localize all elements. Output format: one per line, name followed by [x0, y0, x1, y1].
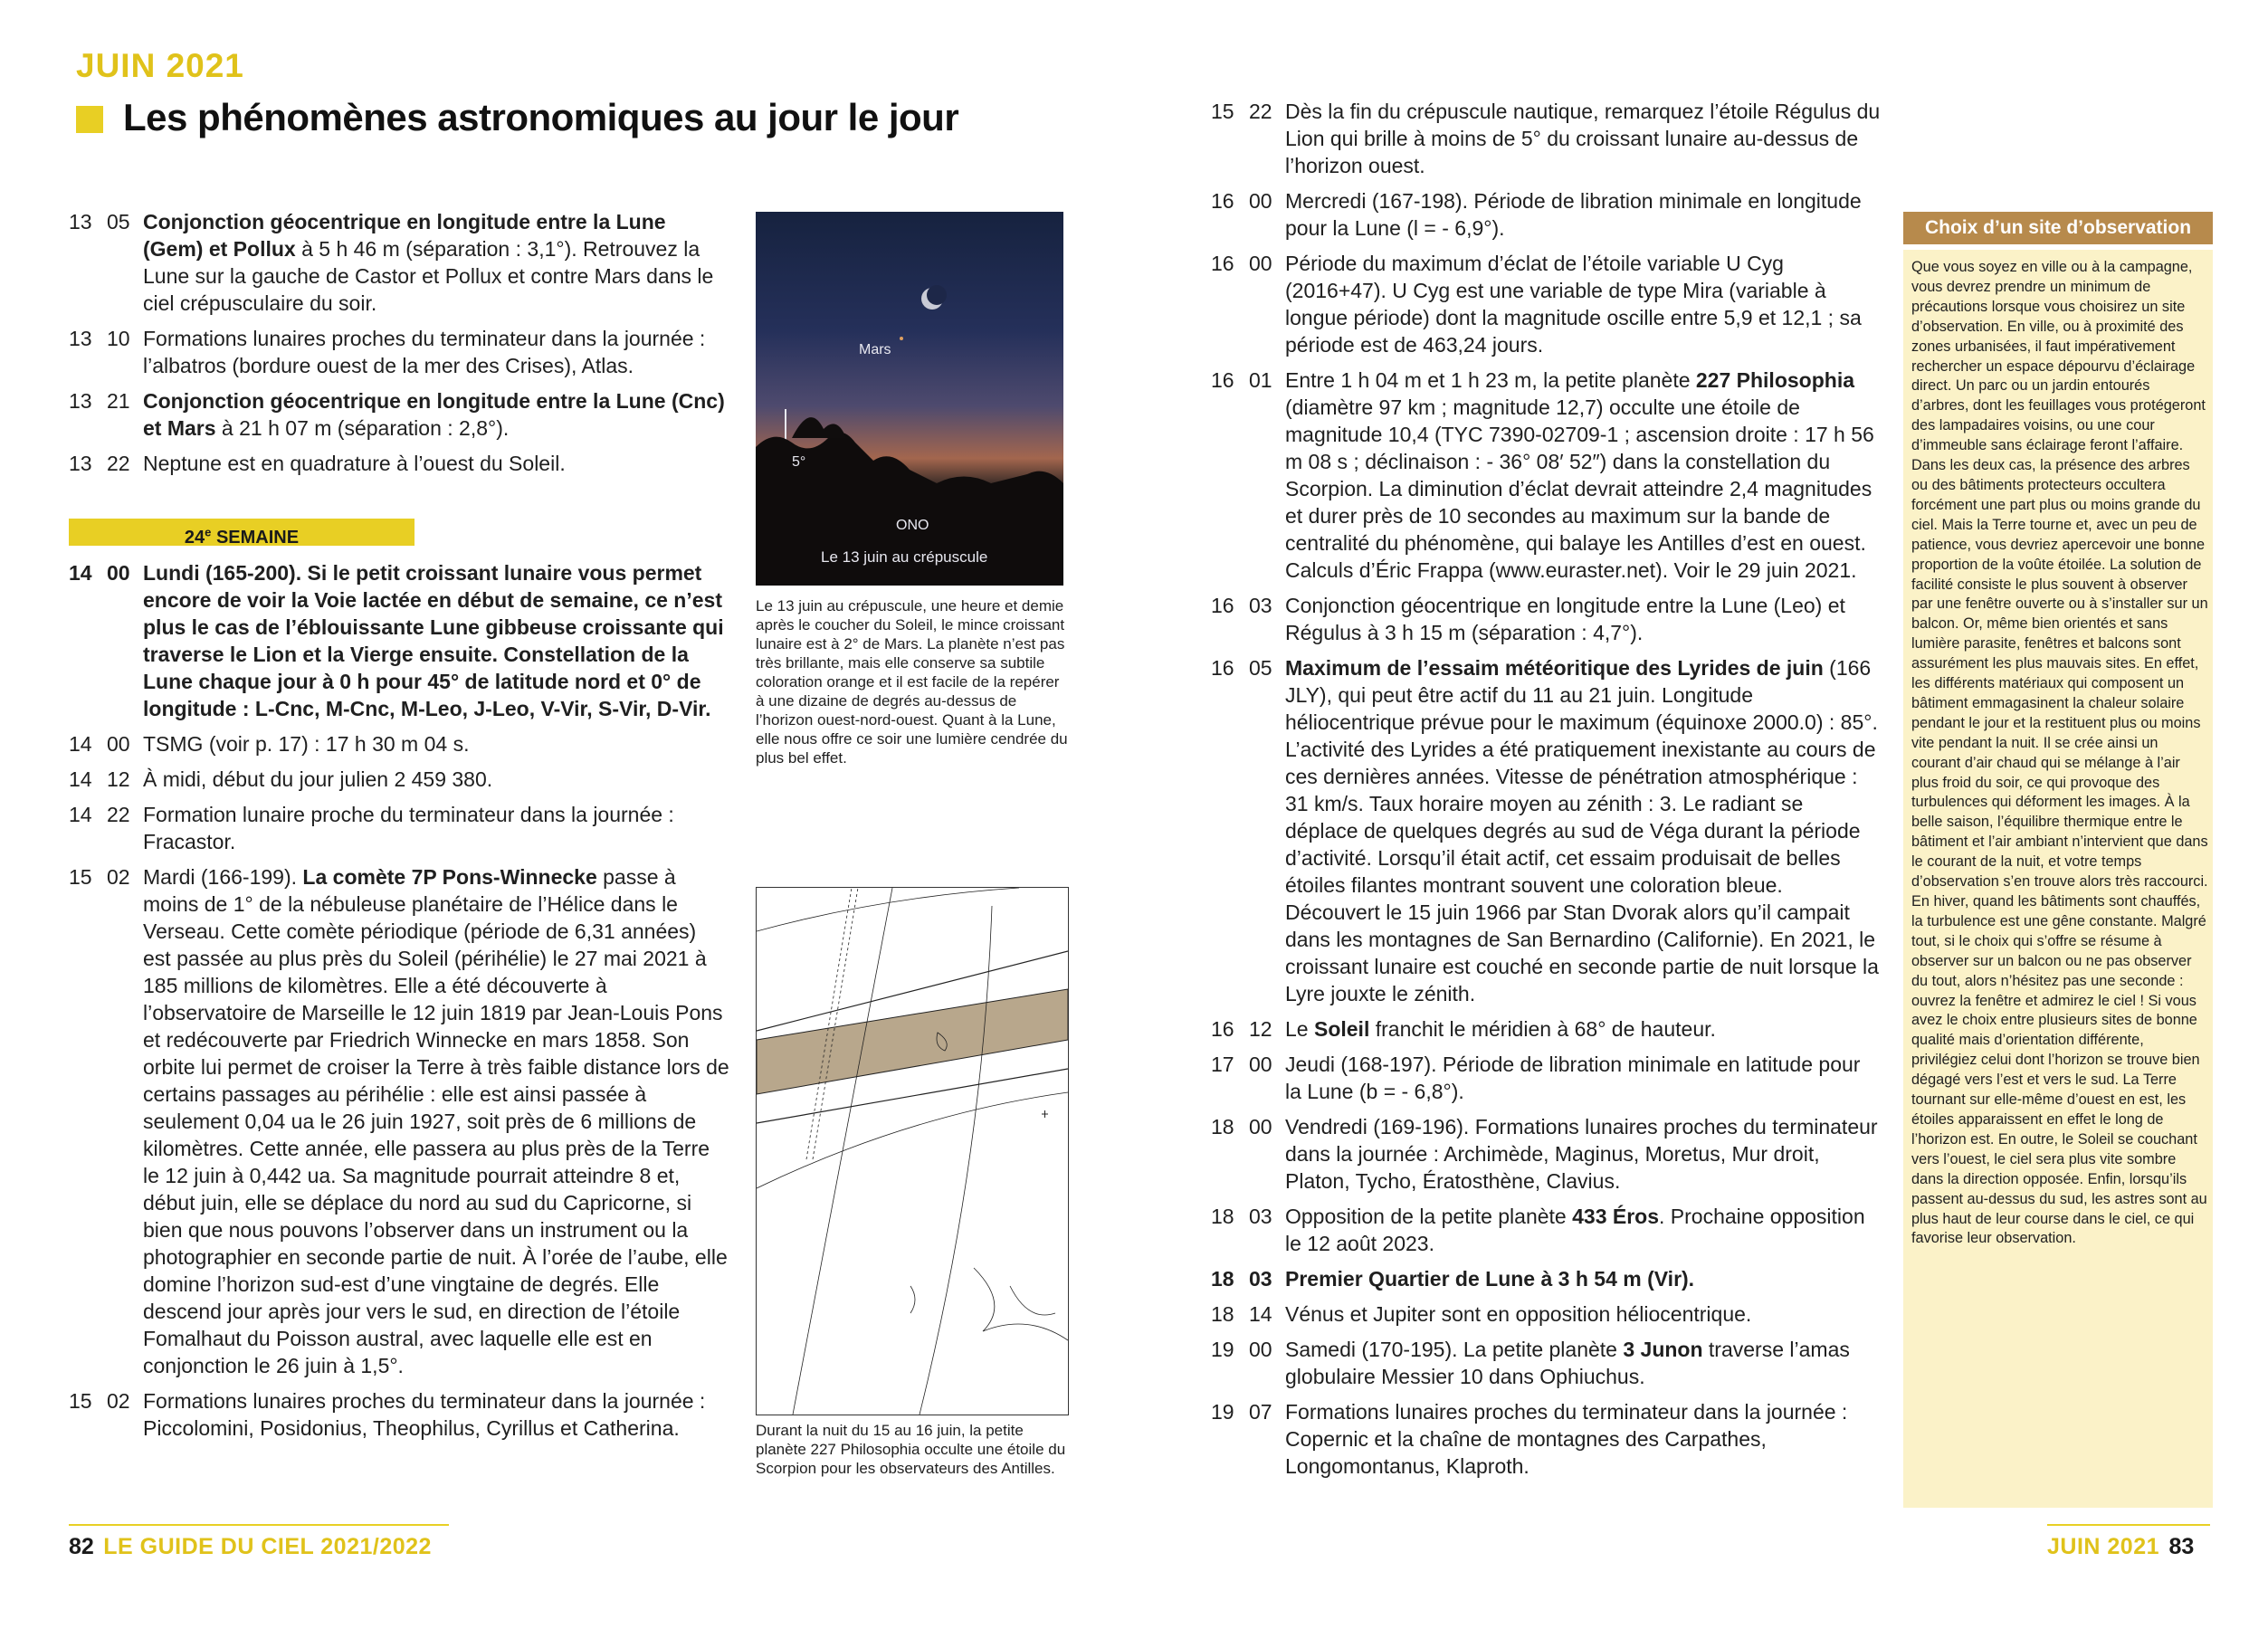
entry-text: Dès la fin du crépuscule nautique, remarquez l’étoile Régulus du Lion qui brille à moins de 5° du croissant lunaire au-dessus de l’horizon ouest.	[1285, 100, 1881, 177]
entry-day: 18	[1211, 1115, 1234, 1138]
ephemeris-entry	[69, 450, 729, 477]
entry-text: Lundi (165-200). Si le petit croissant lunaire vous permet encore de voir la Voie lactée en début de semaine, ce n’est plus le cas de l’éblouissante Lune gibbeuse croissante qui traverse le Lion et la Vierge ensuite. Constellation de la Lune chaque jour à 0 h pour 45° de latitude nord et 0° de longitude : L-Cnc, M-Cnc, M-Leo, J-Leo, V-Vir, S-Vir, D-Vir.	[143, 561, 724, 720]
ephemeris-entry	[1211, 1203, 1881, 1257]
map-drawing	[757, 888, 1068, 1415]
ephemeris-entry	[69, 559, 729, 722]
entry-hour: 07	[1249, 1400, 1272, 1424]
ephemeris-entry	[1211, 1265, 1881, 1292]
entry-day: 13	[69, 210, 92, 233]
entry-text: Opposition de la petite planète 433 Éros. Prochaine opposition le 12 août 2023.	[1285, 1205, 1865, 1255]
mars-dot-icon	[900, 337, 903, 340]
entry-day: 13	[69, 452, 92, 475]
footer-left	[69, 1534, 432, 1560]
entry-text: Mardi (166-199). La comète 7P Pons-Winnecke passe à moins de 1° de la nébuleuse planétaire de l’Hélice dans le Verseau. Cette comète périodique (période de 6,31 années) est passée au plus près du Soleil (périhélie) le 27 mai 2021 à 185 millions de kilomètres. Elle a été découverte à l’observatoire de Marseille le 12 juin 1819 par Jean-Louis Pons et redécouverte par Friedrich Winnecke en mars 1858. Son orbite lui permet de croiser la Terre à très faible distance lors de certains passages au périhélie : elle est ainsi passée à seulement 0,04 ua le 26 juin 1927, soit près de 6 millions de kilomètres. Cette année, elle passera au plus près de la Terre le 12 juin à 0,442 ua. Sa magnitude pourrait atteindre 8 et, début juin, elle se déplace du nord au sud du Capricorne, si bien que nous pouvons l’observer dans un instrument ou la photographier en seconde partie de nuit. À l’orée de l’aube, elle domine l’horizon sud-est d’une vingtaine de degrés. Elle descend jour après jour vers le sud, en direction de l’étoile Fomalhaut du Poisson austral, avec laquelle elle est en conjonction le 26 juin à 1,5°.	[143, 865, 729, 1377]
occultation-map	[756, 887, 1069, 1415]
entry-day: 16	[1211, 1017, 1234, 1041]
footer-month: JUIN 2021	[2047, 1534, 2160, 1559]
ephemeris-entry	[1211, 367, 1881, 584]
entry-text: Neptune est en quadrature à l’ouest du Soleil.	[143, 452, 566, 475]
ephemeris-entry	[1211, 1300, 1881, 1328]
entry-hour: 03	[1249, 1267, 1272, 1291]
guide-title: LE GUIDE DU CIEL 2021/2022	[103, 1534, 432, 1559]
direction-label: ONO	[896, 518, 929, 533]
entry-day: 16	[1211, 368, 1234, 392]
entry-day: 18	[1211, 1302, 1234, 1326]
entry-day: 15	[69, 865, 92, 889]
entry-text: Conjonction géocentrique en longitude entre la Lune (Cnc) et Mars à 21 h 07 m (séparation : 2,8°).	[143, 389, 725, 440]
ephemeris-entry	[69, 863, 729, 1379]
entry-hour: 01	[1249, 368, 1272, 392]
entry-hour: 22	[1249, 100, 1272, 123]
entry-hour: 05	[1249, 656, 1272, 680]
entry-hour: 12	[107, 767, 130, 791]
entry-hour: 21	[107, 389, 130, 413]
entry-hour: 00	[1249, 1115, 1272, 1138]
ephemeris-entry	[1211, 1336, 1881, 1390]
ephemeris-entry	[69, 325, 729, 379]
entry-text: Formations lunaires proches du terminateur dans la journée : Copernic et la chaîne de montagnes des Carpathes, Longomontanus, Klaproth.	[1285, 1400, 1848, 1478]
ephemeris-entry	[69, 1387, 729, 1442]
ephemeris-entry	[1211, 654, 1881, 1007]
entry-hour: 00	[1249, 1053, 1272, 1076]
entry-text: Mercredi (167-198). Période de libration minimale en longitude pour la Lune (l = - 6,9°).	[1285, 189, 1862, 240]
ephemeris-entry	[1211, 592, 1881, 646]
entry-text: Maximum de l’essaim météoritique des Lyrides de juin (166 JLY), qui peut être actif du 11 au 21 juin. Longitude héliocentrique prévue pour le maximum (équinoxe 2000.0) : 85°. L’activité des Lyrides a été pratiquement inexistante au cours de ces dernières années. Vitesse de pénétration atmosphérique : 31 km/s. Taux horaire moyen au zénith : 3. Le radiant se déplace de quelques degrés au sud de Véga durant la période d’activité. Lorsqu’il était actif, cet essaim produisait de belles étoiles filantes montrant souvent une coloration bleue. Découvert le 15 juin 1966 par Stan Dvorak alors qu’il campait dans les montagnes de San Bernardino (Californie). En 2021, le croissant lunaire est couché en seconde partie de nuit lorsque la Lyre jouxte le zénith.	[1285, 656, 1879, 1005]
entry-text: Conjonction géocentrique en longitude entre la Lune (Gem) et Pollux à 5 h 46 m (séparation : 3,1°). Retrouvez la Lune sur la gauche de Castor et Pollux et contre Mars dans le ciel crépusculaire du soir.	[143, 210, 714, 315]
week-label: 24e SEMAINE	[184, 525, 300, 548]
entry-text: Vendredi (169-196). Formations lunaires proches du terminateur dans la journée : Archimède, Maginus, Moretus, Mur droit, Platon, Tycho, Ératosthène, Clavius.	[1285, 1115, 1878, 1193]
sidebar-title: Choix d’un site d’observation	[1903, 212, 2213, 244]
entry-day: 17	[1211, 1053, 1234, 1076]
entry-hour: 05	[107, 210, 130, 233]
ephemeris-entry	[1211, 1398, 1881, 1480]
entry-hour: 02	[107, 865, 130, 889]
entry-hour: 03	[1249, 594, 1272, 617]
entry-text: Le Soleil franchit le méridien à 68° de hauteur.	[1285, 1017, 1716, 1041]
ephemeris-entry	[69, 730, 729, 757]
entry-day: 15	[1211, 100, 1234, 123]
entry-text: Conjonction géocentrique en longitude entre la Lune (Leo) et Régulus à 3 h 15 m (séparation : 4,7°).	[1285, 594, 1845, 644]
week-banner	[69, 519, 415, 546]
entry-text: Formations lunaires proches du terminateur dans la journée : l’albatros (bordure ouest de la mer des Crises), Atlas.	[143, 327, 706, 377]
entry-day: 15	[69, 1389, 92, 1413]
entry-hour: 10	[107, 327, 130, 350]
entry-hour: 00	[1249, 252, 1272, 275]
left-column-a	[69, 208, 729, 485]
entry-day: 19	[1211, 1400, 1234, 1424]
entry-day: 14	[69, 767, 92, 791]
entry-day: 18	[1211, 1267, 1234, 1291]
photo-caption: Le 13 juin au crépuscule, une heure et demie après le coucher du Soleil, le mince croissant lunaire est à 2° de Mars. La planète n’est pas très brillante, mais elle conserve sa subtile coloration orange et il est facile de la repérer à une dizaine de degrés au-dessus de l’horizon ouest-nord-ouest. Quant à la Lune, elle nous offre ce soir une lumière cendrée du plus bel effet.	[756, 597, 1068, 767]
entry-text: Jeudi (168-197). Période de libration minimale en latitude pour la Lune (b = - 6,8°).	[1285, 1053, 1861, 1103]
entry-hour: 14	[1249, 1302, 1272, 1326]
entry-day: 14	[69, 732, 92, 756]
entry-hour: 22	[107, 452, 130, 475]
photo-inner-caption: Le 13 juin au crépuscule	[821, 548, 988, 566]
ephemeris-entry	[1211, 1113, 1881, 1195]
entry-day: 19	[1211, 1338, 1234, 1361]
entry-text: À midi, début du jour julien 2 459 380.	[143, 767, 493, 791]
entry-hour: 12	[1249, 1017, 1272, 1041]
ephemeris-entry	[1211, 1051, 1881, 1105]
entry-day: 13	[69, 327, 92, 350]
entry-hour: 03	[1249, 1205, 1272, 1228]
entry-text: Entre 1 h 04 m et 1 h 23 m, la petite planète 227 Philosophia (diamètre 97 km ; magnitude 12,7) occulte une étoile de magnitude 10,4 (TYC 7390-02709-1 ; ascension droite : 17 h 56 m 08 s ; déclinaison : - 36° 08′ 52″) dans la constellation du Scorpion. La diminution d’éclat devrait atteindre 2,4 magnitudes et durer près de 10 secondes au maximum sur la bande de centralité du phénomène, qui balaye les Antilles d’est en ouest. Calculs d’Éric Frappa (www.euraster.net). Voir le 29 juin 2021.	[1285, 368, 1874, 582]
twilight-photo	[756, 212, 1063, 586]
ephemeris-entry	[69, 766, 729, 793]
entry-text: TSMG (voir p. 17) : 17 h 30 m 04 s.	[143, 732, 470, 756]
footer-right	[2047, 1534, 2194, 1560]
entry-day: 16	[1211, 594, 1234, 617]
entry-text: Vénus et Jupiter sont en opposition héliocentrique.	[1285, 1302, 1752, 1326]
entry-day: 16	[1211, 656, 1234, 680]
ephemeris-entry	[69, 801, 729, 855]
right-column	[1211, 98, 1881, 1488]
sidebar-text: Que vous soyez en ville ou à la campagne, vous devrez prendre un minimum de précautions lorsque vous choisirez un site d’observation. En ville, ou à proximité des zones urbanisées, il faut impérativement rechercher un espace dépourvu d’éclairage direct. Un parc ou un jardin entourés d’arbres, dont les feuillages vous protégeront des lampadaires voisins, ou une cour d’immeuble sans éclairage feront l’affaire. Dans les deux cas, la présence des arbres ou des bâtiments protecteurs occultera forcément une part plus ou moins grande du ciel. Mais la Terre tourne et, avec un peu de patience, vous devriez apercevoir une bonne proportion de la voûte étoilée. La solution de facilité consiste le plus souvent à observer par une fenêtre ouverte ou à s’installer sur un balcon. Or, même bien orientés et sans lumière parasite, fenêtres et balcons sont assurément les plus mauvais sites. En effet, les différents matériaux qui composent un bâtiment emmagasinent la chaleur solaire pendant le jour et la restituent plus ou moins vite pendant la nuit. Il se crée ainsi un courant d’air chaud qui se mélange à l’air plus froid du soir, ce qui provoque des turbulences qui déforment les images. À la belle saison, l’équilibre thermique entre le bâtiment et l’air ambiant n’intervient que dans le courant de la nuit, et votre temps d’observation s’en trouve alors très raccourci. En hiver, quand les bâtiments sont chauffés, la turbulence est une gêne constante. Malgré tout, si le choix qui s’offre se résume à observer sur un balcon ou ne pas observer du tout, alors n’hésitez pas une seconde : ouvrez la fenêtre et admirez le ciel ! Si vous avez le choix entre plusieurs sites de bonne qualité mais d’orientation différente, privilégiez celui dont l’horizon se trouve bien dégagé vers l’est et vers le sud. La Terre tournant sur elle-même d’ouest en est, les étoiles apparaissent en effet le long de l’horizon est. En outre, le Soleil se couchant vers l’ouest, le ciel sera plus vite sombre dans la direction opposée. Enfin, lorsqu’ils passent au-dessus du sud, les astres sont au plus haut de leur course dans le ciel, ce qui favorise leur observation.	[1911, 259, 2208, 1247]
entry-day: 16	[1211, 252, 1234, 275]
entry-day: 16	[1211, 189, 1234, 213]
entry-text: Premier Quartier de Lune à 3 h 54 m (Vir).	[1285, 1267, 1695, 1291]
entry-hour: 02	[107, 1389, 130, 1413]
entry-text: Période du maximum d’éclat de l’étoile variable U Cyg (2016+47). U Cyg est une variable de type Mira (variable à longue période) dont la magnitude oscille entre 5,9 et 12,1 ; sa période est de 463,24 jours.	[1285, 252, 1862, 357]
page-number-left: 82	[69, 1534, 94, 1559]
entry-text: Samedi (170-195). La petite planète 3 Junon traverse l’amas globulaire Messier 10 dans Ophiuchus.	[1285, 1338, 1850, 1388]
month-heading: JUIN 2021	[76, 47, 244, 84]
entry-hour: 00	[1249, 189, 1272, 213]
title-square-icon	[76, 106, 103, 133]
page-number-right: 83	[2168, 1534, 2195, 1559]
ephemeris-entry	[1211, 250, 1881, 358]
ephemeris-entry	[69, 208, 729, 317]
entry-hour: 22	[107, 803, 130, 826]
entry-day: 14	[69, 803, 92, 826]
entry-text: Formations lunaires proches du terminateur dans la journée : Piccolomini, Posidonius, Theophilus, Cyrillus et Catherina.	[143, 1389, 706, 1440]
page-title: Les phénomènes astronomiques au jour le jour	[123, 96, 959, 138]
footer-rule-left	[69, 1524, 449, 1526]
entry-hour: 00	[107, 561, 130, 585]
entry-day: 14	[69, 561, 92, 585]
ephemeris-entry	[1211, 187, 1881, 242]
entry-hour: 00	[1249, 1338, 1272, 1361]
mars-label: Mars	[859, 342, 891, 357]
ephemeris-entry	[69, 387, 729, 442]
entry-day: 13	[69, 389, 92, 413]
map-caption: Durant la nuit du 15 au 16 juin, la petite planète 227 Philosophia occulte une étoile du Scorpion pour les observateurs des Antilles.	[756, 1422, 1066, 1477]
degree-label: 5°	[792, 454, 806, 470]
ephemeris-entry	[1211, 1015, 1881, 1043]
entry-text: Formation lunaire proche du terminateur dans la journée : Fracastor.	[143, 803, 674, 853]
entry-day: 18	[1211, 1205, 1234, 1228]
footer-rule-right	[2047, 1524, 2210, 1526]
left-column-b	[69, 559, 729, 1450]
entry-hour: 00	[107, 732, 130, 756]
ephemeris-entry	[1211, 98, 1881, 179]
